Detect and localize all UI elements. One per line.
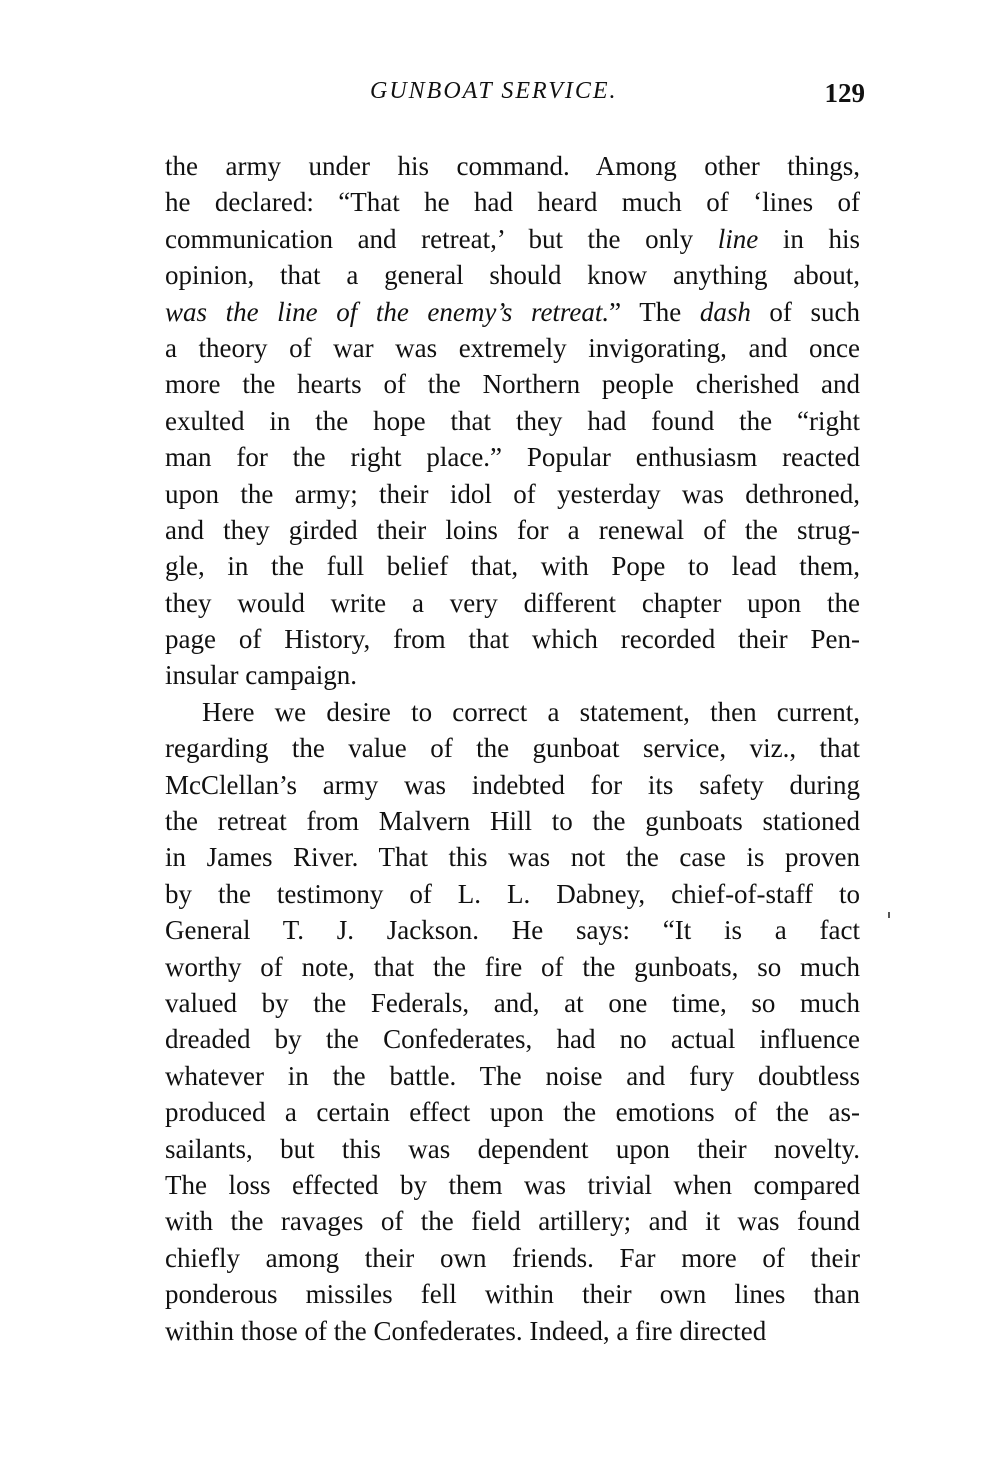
text-segment: McClellan’s army was indebted for its safety during (165, 769, 860, 800)
text-segment: upon the army; their idol of yesterday was dethroned, (165, 478, 860, 509)
text-segment: ponderous missiles fell within their own lines than (165, 1279, 860, 1310)
text-line (165, 1094, 860, 1130)
text-line (165, 512, 860, 548)
text-line (165, 1058, 860, 1094)
text-segment: with the ravages of the field artillery; and it was found (165, 1206, 860, 1237)
text-line (165, 912, 860, 948)
paragraph (165, 694, 860, 1349)
text-segment: worthy of note, that the fire of the gunboats, so much (165, 951, 860, 982)
text-line (165, 949, 860, 985)
text-line (165, 403, 860, 439)
text-line (165, 657, 860, 693)
text-segment: valued by the Federals, and, at one time, so much (165, 987, 860, 1018)
scan-speck (888, 912, 890, 918)
text-segment: gle, in the full belief that, with Pope to lead them, (165, 551, 860, 582)
body-text (165, 148, 860, 1349)
text-segment: General T. J. Jackson. He says: “It is a fact (165, 915, 860, 946)
text-segment: and they girded their loins for a renewal of the strug- (165, 514, 860, 545)
italic-text: dash (699, 296, 751, 327)
text-segment: man for the right place.” Popular enthusiasm reacted (165, 442, 860, 473)
text-line (165, 221, 860, 257)
text-segment: more the hearts of the Northern people cherished and (165, 369, 860, 400)
text-segment: ” The (609, 296, 700, 327)
text-line (165, 621, 860, 657)
text-segment: in his (758, 223, 860, 254)
text-segment: of such (750, 296, 860, 327)
text-line (165, 1167, 860, 1203)
running-head (165, 78, 865, 118)
text-line (165, 767, 860, 803)
text-segment: communication and retreat,’ but the only (165, 223, 718, 254)
text-segment: exulted in the hope that they had found the “right (165, 405, 860, 436)
text-segment: Here we desire to correct a statement, then current, (202, 696, 860, 727)
italic-text: was the line of the enemy’s retreat. (165, 296, 610, 327)
text-line (165, 148, 860, 184)
text-segment: he declared: “That he had heard much of ‘lines of (165, 187, 860, 218)
text-segment: The loss effected by them was trivial when compared (165, 1169, 860, 1200)
text-line (165, 1313, 860, 1349)
text-segment: the army under his command. Among other things, (165, 151, 860, 181)
text-line (165, 439, 860, 475)
text-line (165, 476, 860, 512)
text-segment: they would write a very different chapter upon the (165, 587, 860, 618)
running-head-title: GUNBOAT SERVICE. (370, 78, 618, 104)
paragraph (165, 148, 860, 694)
text-segment: page of History, from that which recorded their Pen- (165, 624, 860, 655)
text-segment: a theory of war was extremely invigorating, and once (165, 332, 860, 363)
text-line (165, 257, 860, 293)
text-segment: chiefly among their own friends. Far more of their (165, 1242, 860, 1273)
text-line (165, 184, 860, 220)
text-line (165, 548, 860, 584)
text-segment: opinion, that a general should know anything about, (165, 260, 860, 291)
text-segment: in James River. That this was not the case is proven (165, 842, 860, 873)
text-line (165, 803, 860, 839)
text-line (165, 366, 860, 402)
page-number: 129 (824, 78, 865, 108)
text-line (165, 876, 860, 912)
text-line (165, 1203, 860, 1239)
text-line (165, 294, 860, 330)
text-segment: whatever in the battle. The noise and fury doubtless (165, 1060, 860, 1091)
text-segment: insular campaign. (165, 660, 357, 691)
text-line (165, 985, 860, 1021)
text-line (165, 839, 860, 875)
text-segment: by the testimony of L. L. Dabney, chief-of-staff to (165, 878, 860, 909)
text-line (165, 730, 860, 766)
text-segment: sailants, but this was dependent upon their novelty. (165, 1133, 860, 1164)
italic-text: line (717, 223, 759, 254)
text-segment: regarding the value of the gunboat service, viz., that (165, 733, 860, 764)
text-line (165, 1131, 860, 1167)
text-segment: within those of the Confederates. Indeed, a fire directed (165, 1315, 767, 1346)
text-line (165, 1240, 860, 1276)
text-line (165, 585, 860, 621)
text-line (165, 694, 860, 730)
text-segment: dreaded by the Confederates, had no actual influence (165, 1024, 860, 1055)
text-segment: the retreat from Malvern Hill to the gunboats stationed (165, 806, 860, 837)
text-line (165, 330, 860, 366)
text-line (165, 1276, 860, 1312)
text-line (165, 1021, 860, 1057)
text-segment: produced a certain effect upon the emotions of the as- (165, 1097, 860, 1128)
